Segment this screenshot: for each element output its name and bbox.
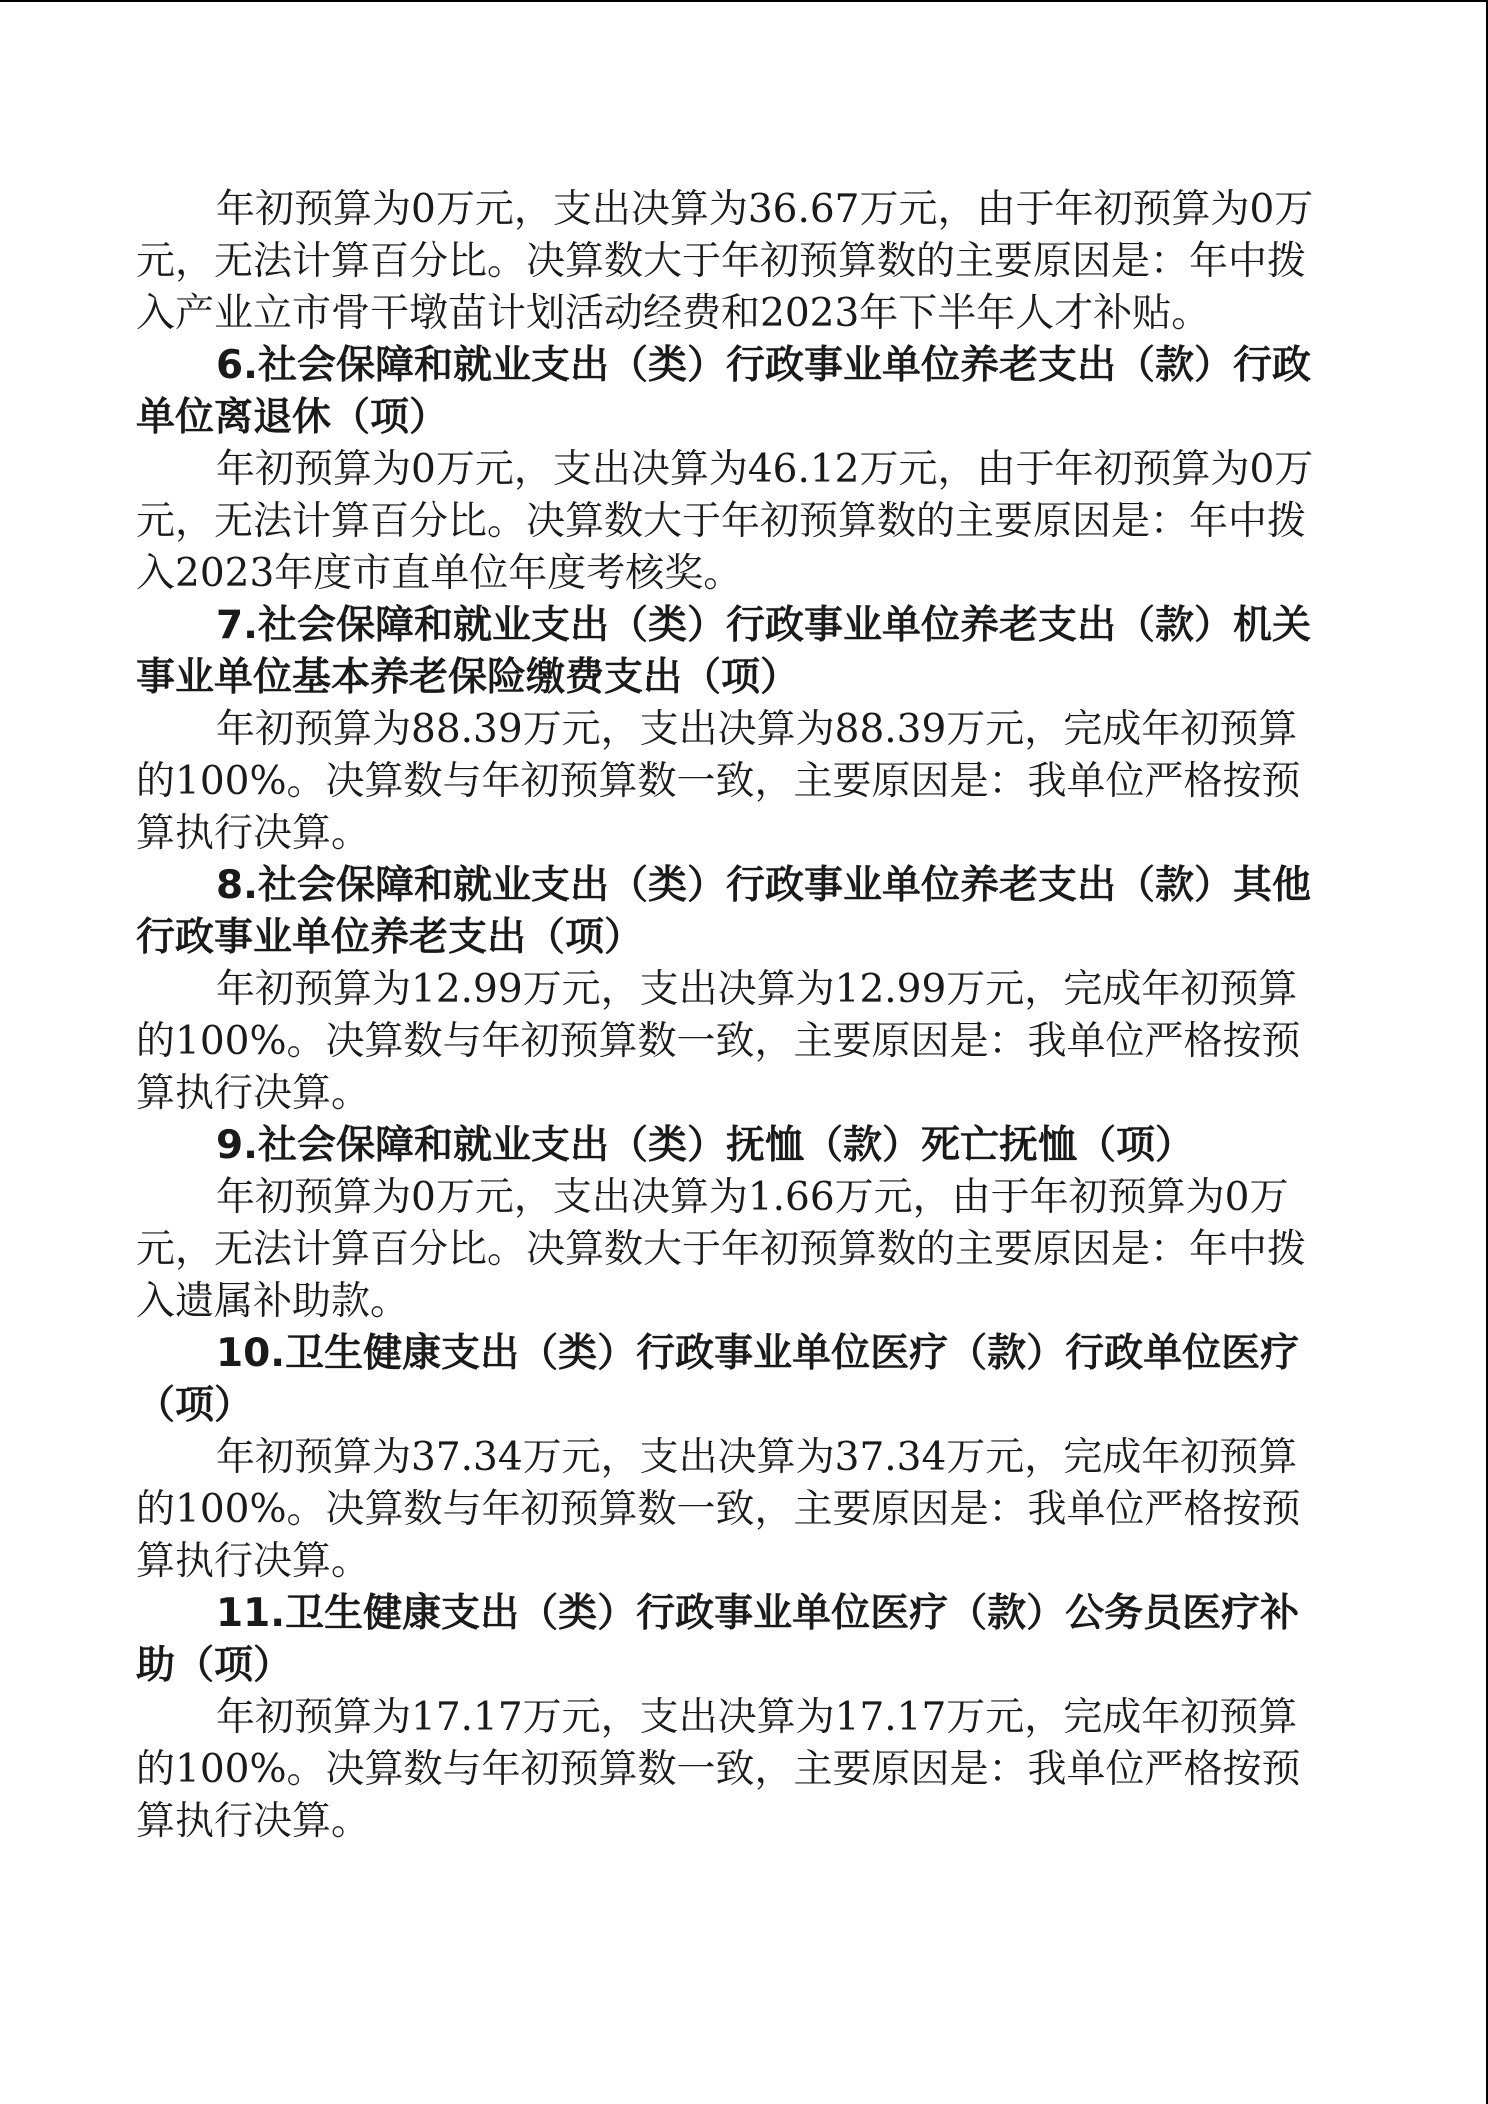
- intro-paragraph: 年初预算为0万元，支出决算为36.67万元，由于年初预算为0万元，无法计算百分比。决算数大于年初预算数的主要原因是：年中拨入产业立市骨干墩苗计划活动经费和2023年下半年人才补贴。: [136, 187, 1314, 336]
- section-paragraph: 年初预算为88.39万元，支出决算为88.39万元，完成年初预算的100%。决算数与年初预算数一致，主要原因是：我单位严格按预算执行决算。: [136, 707, 1301, 856]
- section-7: [136, 600, 1336, 860]
- section-heading: 7.社会保障和就业支出（类）行政事业单位养老支出（款）机关事业单位基本养老保险缴费支出（项）: [136, 603, 1311, 700]
- section-paragraph: 年初预算为0万元，支出决算为46.12万元，由于年初预算为0万元，无法计算百分比。决算数大于年初预算数的主要原因是：年中拨入2023年度市直单位年度考核奖。: [136, 447, 1314, 596]
- document-body: [136, 184, 1336, 1848]
- section-heading: 9.社会保障和就业支出（类）抚恤（款）死亡抚恤（项）: [216, 1123, 1194, 1168]
- section-6: [136, 340, 1336, 600]
- section-11: [136, 1588, 1336, 1848]
- section-heading: 10.卫生健康支出（类）行政事业单位医疗（款）行政单位医疗（项）: [136, 1331, 1300, 1428]
- section-paragraph: 年初预算为37.34万元，支出决算为37.34万元，完成年初预算的100%。决算数与年初预算数一致，主要原因是：我单位严格按预算执行决算。: [136, 1435, 1301, 1584]
- section-9: [136, 1120, 1336, 1328]
- section-8: [136, 860, 1336, 1120]
- section-paragraph: 年初预算为0万元，支出决算为1.66万元，由于年初预算为0万元，无法计算百分比。决算数大于年初预算数的主要原因是：年中拨入遗属补助款。: [136, 1175, 1307, 1324]
- section-paragraph: 年初预算为17.17万元，支出决算为17.17万元，完成年初预算的100%。决算数与年初预算数一致，主要原因是：我单位严格按预算执行决算。: [136, 1695, 1301, 1844]
- section-heading: 6.社会保障和就业支出（类）行政事业单位养老支出（款）行政单位离退休（项）: [136, 343, 1311, 440]
- section-heading: 11.卫生健康支出（类）行政事业单位医疗（款）公务员医疗补助（项）: [136, 1591, 1300, 1688]
- section-10: [136, 1328, 1336, 1588]
- section-heading: 8.社会保障和就业支出（类）行政事业单位养老支出（款）其他行政事业单位养老支出（项）: [136, 863, 1311, 960]
- section-paragraph: 年初预算为12.99万元，支出决算为12.99万元，完成年初预算的100%。决算数与年初预算数一致，主要原因是：我单位严格按预算执行决算。: [136, 967, 1301, 1116]
